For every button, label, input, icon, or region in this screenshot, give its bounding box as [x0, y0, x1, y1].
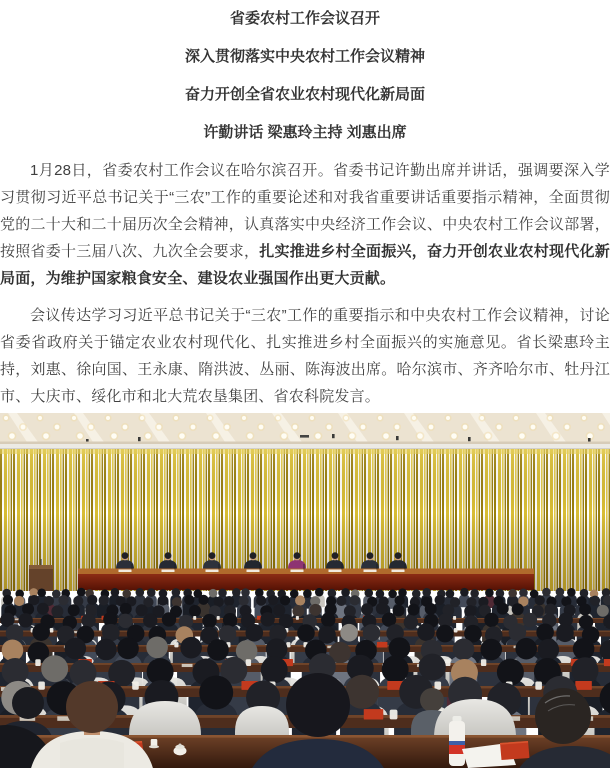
photo-wrap — [0, 413, 610, 768]
title-line-4: 许勤讲话 梁惠玲主持 刘惠出席 — [203, 124, 407, 141]
article-title-block — [0, 0, 610, 152]
title-line-1: 省委农村工作会议召开 — [229, 10, 380, 27]
title-line-2: 深入贯彻落实中央农村工作会议精神 — [184, 48, 425, 65]
conference-photo — [0, 413, 610, 768]
paragraph-1-bold-text: 扎实推进乡村全面振兴，奋力开创农业农村现代化新局面，为维护国家粮食安全、建设农业强国作出更大贡献。 — [0, 243, 610, 287]
paragraph-2 — [0, 302, 610, 410]
paragraph-1 — [0, 157, 610, 292]
title-line-3: 奋力开创全省农业农村现代化新局面 — [184, 86, 425, 103]
paragraph-2-text: 会议传达学习习近平总书记关于“三农”工作的重要指示和中央农村工作会议精神，讨论省委省政府关于锚定农业农村现代化、扎实推进乡村全面振兴的实施意见。省长梁惠玲主持，刘惠、徐向国、王永康、隋洪波、丛丽、陈海波出席。哈尔滨市、齐齐哈尔市、牡丹江市、大庆市、绥化市和北大荒农垦集团、省农科院发言。 — [0, 307, 610, 405]
paragraph-1-text: 1月28日，省委农村工作会议在哈尔滨召开。省委书记许勤出席并讲话，强调要深入学习贯彻习近平总书记关于“三农”工作的重要论述和对我省重要讲话重要指示精神，全面贯彻党的二十大和二十届历次全会精神，认真落实中央经济工作会议、中央农村工作会议部署，按照省委十三届八次、九次全会要求， — [0, 162, 610, 260]
